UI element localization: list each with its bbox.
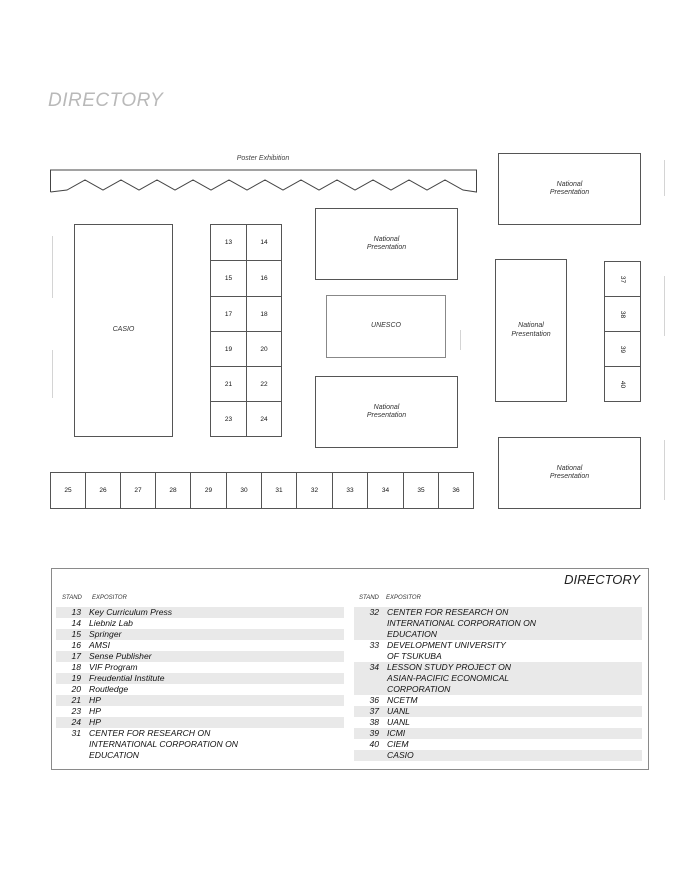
directory-entry bbox=[56, 695, 344, 706]
directory-entry bbox=[56, 651, 344, 662]
entry-stand-number: 20 bbox=[71, 684, 81, 694]
stand-16 bbox=[246, 260, 282, 297]
directory-right-column bbox=[354, 607, 642, 761]
label-line: National bbox=[556, 180, 583, 188]
stand-number: 34 bbox=[381, 487, 390, 494]
stand-24 bbox=[246, 401, 282, 437]
entry-stand-number: 37 bbox=[369, 706, 379, 716]
stand-31 bbox=[261, 472, 297, 509]
stand-number: 37 bbox=[618, 275, 626, 283]
directory-entry bbox=[56, 706, 344, 717]
directory-panel bbox=[51, 568, 649, 770]
national-presentation-label bbox=[550, 465, 589, 482]
expositor-line: Liebniz Lab bbox=[89, 618, 133, 628]
stand-number: 24 bbox=[260, 415, 268, 423]
stand-number: 21 bbox=[224, 380, 233, 388]
stand-20 bbox=[246, 331, 282, 367]
entry-stand-number: 14 bbox=[71, 618, 81, 628]
expositor-line: EDUCATION bbox=[387, 629, 437, 639]
guide-tick bbox=[460, 330, 461, 350]
stand-number: 22 bbox=[260, 380, 268, 388]
stand-number: 35 bbox=[417, 487, 425, 494]
entry-expositor bbox=[89, 629, 344, 640]
expositor-line: Key Curriculum Press bbox=[89, 607, 173, 617]
stand-17 bbox=[210, 296, 247, 332]
stand-32 bbox=[296, 472, 333, 509]
stand-number: 32 bbox=[310, 487, 319, 494]
guide-tick bbox=[52, 236, 53, 298]
expositor-line: Freudential Institute bbox=[89, 673, 165, 683]
unesco-booth bbox=[326, 295, 446, 358]
label-line: National bbox=[373, 403, 400, 411]
stand-number: 29 bbox=[204, 487, 213, 494]
stand-26 bbox=[85, 472, 121, 509]
stand-number: 39 bbox=[618, 345, 626, 353]
expositor-line: EDUCATION bbox=[89, 750, 139, 760]
entry-expositor bbox=[89, 684, 344, 695]
stand-number: 27 bbox=[134, 487, 142, 494]
national-presentation-booth bbox=[315, 208, 458, 280]
entry-expositor bbox=[89, 607, 344, 618]
national-presentation-label bbox=[367, 236, 406, 253]
expositor-line: INTERNATIONAL CORPORATION ON bbox=[89, 739, 238, 749]
entry-expositor bbox=[387, 695, 642, 706]
entry-expositor bbox=[387, 717, 642, 728]
entry-expositor bbox=[387, 728, 642, 739]
stand-column-header: STAND bbox=[62, 595, 82, 601]
guide-tick bbox=[664, 160, 665, 196]
poster-exhibition-label: Poster Exhibition bbox=[236, 155, 290, 162]
expositor-line: VIF Program bbox=[89, 662, 138, 672]
directory-entry bbox=[56, 673, 344, 684]
expositor-column-header: EXPOSITOR bbox=[386, 595, 421, 601]
label-line: National bbox=[556, 464, 583, 472]
stand-36 bbox=[438, 472, 474, 509]
entry-stand-number: 32 bbox=[369, 607, 379, 617]
stand-18 bbox=[246, 296, 282, 332]
expositor-line: HP bbox=[89, 717, 101, 727]
stand-13 bbox=[210, 224, 247, 261]
stand-number: 20 bbox=[260, 345, 268, 353]
label-line: National bbox=[373, 235, 400, 243]
directory-entry bbox=[56, 629, 344, 640]
entry-expositor bbox=[89, 717, 344, 728]
entry-stand-number: 13 bbox=[71, 607, 81, 617]
entry-stand-number: 18 bbox=[71, 662, 81, 672]
directory-entry bbox=[56, 728, 344, 761]
stand-35 bbox=[403, 472, 439, 509]
expositor-line: ICMI bbox=[387, 728, 406, 738]
stand-27 bbox=[120, 472, 156, 509]
stand-number: 31 bbox=[275, 487, 283, 494]
national-presentation-booth bbox=[498, 153, 641, 225]
expositor-line: CASIO bbox=[387, 750, 414, 760]
expositor-line: OF TSUKUBA bbox=[387, 651, 442, 661]
expositor-line: CENTER FOR RESEARCH ON bbox=[89, 728, 211, 738]
entry-stand-number: 39 bbox=[369, 728, 379, 738]
stand-number: 17 bbox=[224, 310, 233, 318]
directory-entry bbox=[354, 640, 642, 662]
expositor-line: CIEM bbox=[387, 739, 409, 749]
directory-entry bbox=[354, 717, 642, 728]
casio-label: CASIO bbox=[112, 326, 135, 334]
expositor-line: DEVELOPMENT UNIVERSITY bbox=[387, 640, 506, 650]
label-line: Presentation bbox=[549, 189, 590, 196]
national-presentation-label bbox=[550, 181, 589, 198]
stand-number: 15 bbox=[224, 275, 233, 282]
label-line: Presentation bbox=[366, 244, 407, 251]
directory-entry bbox=[354, 662, 642, 695]
expositor-line: CORPORATION bbox=[387, 684, 451, 694]
stand-number: 36 bbox=[452, 487, 460, 494]
entry-stand-number: 36 bbox=[369, 695, 379, 705]
entry-expositor bbox=[89, 695, 344, 706]
directory-entry bbox=[354, 706, 642, 717]
stand-29 bbox=[190, 472, 227, 509]
directory-entry bbox=[56, 717, 344, 728]
stand-15 bbox=[210, 260, 247, 297]
directory-entry bbox=[354, 695, 642, 706]
directory-entry bbox=[56, 662, 344, 673]
directory-left-column bbox=[56, 607, 344, 761]
entry-stand-number: 23 bbox=[71, 706, 81, 716]
directory-entry bbox=[56, 640, 344, 651]
directory-entry bbox=[354, 728, 642, 739]
guide-tick bbox=[664, 440, 665, 500]
guide-tick bbox=[664, 276, 665, 336]
expositor-line: CENTER FOR RESEARCH ON bbox=[387, 607, 509, 617]
label-line: Presentation bbox=[511, 330, 551, 338]
entry-expositor bbox=[387, 739, 642, 750]
national-presentation-booth bbox=[315, 376, 458, 448]
stand-23 bbox=[210, 401, 247, 437]
entry-expositor bbox=[387, 607, 642, 640]
stand-25 bbox=[50, 472, 86, 509]
entry-expositor bbox=[387, 750, 642, 761]
stand-38 bbox=[604, 296, 641, 332]
directory-title: DIRECTORY bbox=[564, 572, 640, 587]
national-presentation-label bbox=[511, 322, 550, 339]
stand-number: 30 bbox=[240, 487, 248, 494]
expositor-line: ASIAN-PACIFIC ECONOMICAL bbox=[387, 673, 510, 683]
expositor-column-header: EXPOSITOR bbox=[92, 595, 127, 601]
expositor-line: Springer bbox=[89, 629, 122, 639]
stand-number: 33 bbox=[346, 487, 354, 494]
expositor-line: INTERNATIONAL CORPORATION ON bbox=[387, 618, 536, 628]
expositor-line: Routledge bbox=[89, 684, 129, 694]
stand-19 bbox=[210, 331, 247, 367]
entry-expositor bbox=[89, 728, 344, 761]
stand-column-header: STAND bbox=[359, 595, 379, 601]
entry-expositor bbox=[89, 618, 344, 629]
stand-14 bbox=[246, 224, 282, 261]
stand-number: 25 bbox=[64, 487, 72, 494]
stand-number: 14 bbox=[260, 239, 268, 246]
directory-entry bbox=[56, 684, 344, 695]
stand-number: 19 bbox=[224, 345, 233, 353]
stand-21 bbox=[210, 366, 247, 402]
entry-expositor bbox=[89, 662, 344, 673]
entry-expositor bbox=[89, 673, 344, 684]
stand-40 bbox=[604, 366, 641, 402]
stand-number: 40 bbox=[618, 380, 626, 388]
entry-stand-number: 19 bbox=[71, 673, 81, 683]
entry-stand-number: 38 bbox=[369, 717, 379, 727]
entry-stand-number: 17 bbox=[71, 651, 81, 661]
guide-tick bbox=[52, 350, 53, 398]
stand-28 bbox=[155, 472, 191, 509]
national-presentation-booth bbox=[498, 437, 641, 509]
stand-number: 26 bbox=[99, 487, 107, 494]
label-line: National bbox=[518, 322, 544, 330]
stand-number: 28 bbox=[169, 487, 177, 494]
stand-number: 13 bbox=[224, 239, 233, 246]
expositor-line: LESSON STUDY PROJECT ON bbox=[387, 662, 511, 672]
expositor-line: HP bbox=[89, 706, 101, 716]
stand-number: 18 bbox=[260, 310, 268, 318]
directory-entry bbox=[56, 618, 344, 629]
expositor-line: UANL bbox=[387, 706, 410, 716]
entry-stand-number: 31 bbox=[71, 728, 81, 738]
entry-expositor bbox=[387, 640, 642, 662]
entry-stand-number: 21 bbox=[71, 695, 81, 705]
expositor-line: UANL bbox=[387, 717, 410, 727]
entry-stand-number bbox=[354, 750, 387, 761]
entry-stand-number: 24 bbox=[71, 717, 81, 727]
page-title: DIRECTORY bbox=[48, 90, 164, 111]
entry-stand-number: 15 bbox=[71, 629, 81, 639]
directory-entry bbox=[56, 607, 344, 618]
entry-stand-number: 40 bbox=[369, 739, 379, 749]
stand-37 bbox=[604, 261, 641, 297]
entry-expositor bbox=[89, 640, 344, 651]
stand-33 bbox=[332, 472, 368, 509]
unesco-label: UNESCO bbox=[371, 322, 401, 330]
entry-expositor bbox=[89, 651, 344, 662]
stand-30 bbox=[226, 472, 262, 509]
label-line: Presentation bbox=[366, 412, 407, 419]
stand-number: 16 bbox=[260, 275, 268, 282]
entry-stand-number: 16 bbox=[71, 640, 81, 650]
stand-22 bbox=[246, 366, 282, 402]
casio-booth bbox=[74, 224, 173, 437]
entry-expositor bbox=[89, 706, 344, 717]
entry-stand-number: 34 bbox=[369, 662, 379, 672]
stand-39 bbox=[604, 331, 641, 367]
expositor-line: AMSI bbox=[89, 640, 111, 650]
expositor-line: NCETM bbox=[387, 695, 418, 705]
national-presentation-booth bbox=[495, 259, 567, 402]
expositor-line: Sense Publisher bbox=[89, 651, 152, 661]
stand-34 bbox=[367, 472, 404, 509]
directory-entry bbox=[354, 739, 642, 750]
entry-stand-number: 33 bbox=[369, 640, 379, 650]
entry-expositor bbox=[387, 706, 642, 717]
national-presentation-label bbox=[367, 404, 406, 421]
entry-expositor bbox=[387, 662, 642, 695]
label-line: Presentation bbox=[549, 473, 590, 480]
directory-entry bbox=[354, 607, 642, 640]
expositor-line: HP bbox=[89, 695, 101, 705]
directory-entry bbox=[354, 750, 642, 761]
stand-number: 23 bbox=[224, 415, 233, 423]
poster-exhibition-wall bbox=[50, 168, 478, 194]
stand-number: 38 bbox=[618, 310, 626, 318]
